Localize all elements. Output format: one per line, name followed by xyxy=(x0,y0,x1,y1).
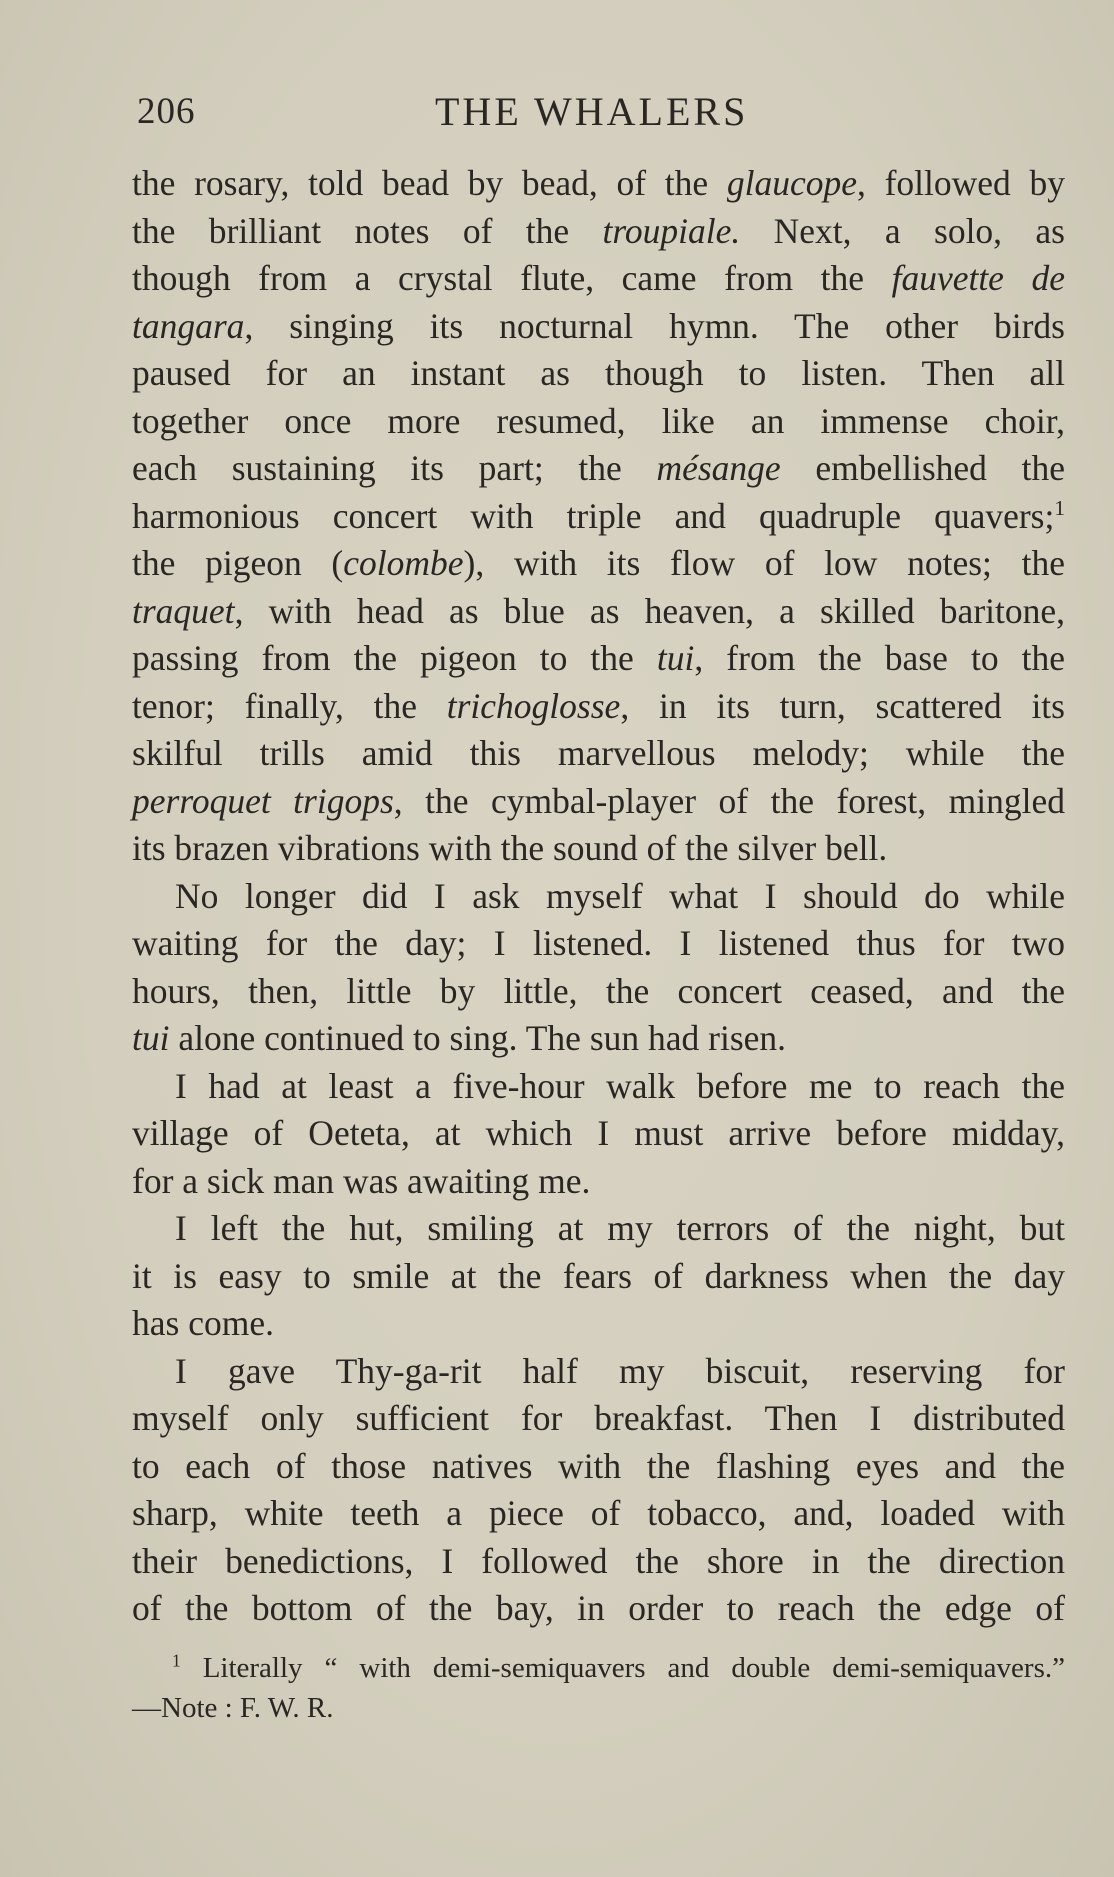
italic-term: mésange xyxy=(656,448,781,488)
body-text xyxy=(132,160,1065,1633)
text-line xyxy=(132,873,1065,921)
text-line xyxy=(132,635,1065,683)
text-run: for a sick man was awaiting me. xyxy=(132,1160,591,1201)
text-line xyxy=(132,825,1065,873)
text-run: embellished the xyxy=(780,448,1065,488)
italic-term: glaucope xyxy=(726,163,858,203)
text-run: each sustaining its part; the xyxy=(132,448,657,488)
text-line xyxy=(132,920,1065,968)
text-run: sharp, white teeth a piece of tobacco, and, loaded with xyxy=(132,1493,1065,1533)
text-run: , with head as blue as heaven, a skilled baritone, xyxy=(234,590,1065,631)
text-run: tenor; finally, the xyxy=(132,685,447,726)
footnote-line xyxy=(132,1648,1065,1688)
text-run: —Note : F. W. R. xyxy=(132,1692,334,1724)
text-line xyxy=(132,1063,1065,1111)
text-line xyxy=(132,1585,1065,1633)
text-line xyxy=(132,778,1065,826)
italic-term: troupiale. xyxy=(602,210,741,251)
text-line xyxy=(132,1300,1065,1348)
text-line xyxy=(132,1538,1065,1586)
text-run: , in its turn, scattered its xyxy=(620,685,1065,726)
text-line xyxy=(132,445,1065,493)
text-line xyxy=(132,588,1065,636)
text-run: passing from the pigeon to the xyxy=(132,638,657,678)
text-run: , the cymbal-player of the forest, mingled xyxy=(393,780,1066,821)
page-number: 206 xyxy=(137,91,196,132)
italic-term: colombe xyxy=(343,543,464,583)
footnote-marker: 1 xyxy=(1054,495,1065,520)
text-run: No longer did I ask myself what I should do while xyxy=(175,875,1065,916)
text-line xyxy=(132,303,1065,351)
text-line xyxy=(132,398,1065,446)
text-run: , from the base to the xyxy=(694,638,1065,678)
text-line xyxy=(132,1490,1065,1538)
text-run: myself only sufficient for breakfast. Then I distributed xyxy=(132,1398,1065,1438)
italic-term: tangara xyxy=(132,305,245,346)
text-run: village of Oeteta, at which I must arrive before midday, xyxy=(132,1113,1065,1153)
text-run: waiting for the day; I listened. I listened thus for two xyxy=(132,923,1065,963)
italic-term: tui xyxy=(656,638,695,678)
italic-term: fauvette de xyxy=(891,258,1065,298)
text-run: has come. xyxy=(132,1303,274,1343)
text-run: Next, a solo, as xyxy=(740,210,1065,251)
text-run: skilful trills amid this marvellous melody; while the xyxy=(132,733,1065,773)
text-line xyxy=(132,730,1065,778)
text-line xyxy=(132,1395,1065,1443)
italic-term: trichoglosse xyxy=(446,685,621,726)
text-run: paused for an instant as though to listen. Then all xyxy=(132,353,1065,393)
italic-term: perroquet trigops xyxy=(132,780,394,821)
text-run: , followed by xyxy=(857,163,1065,203)
text-line xyxy=(132,1443,1065,1491)
text-run: its brazen vibrations with the sound of the silver bell. xyxy=(132,828,888,868)
text-line xyxy=(132,208,1065,256)
footnote xyxy=(132,1648,1065,1728)
text-run: though from a crystal flute, came from the xyxy=(132,258,892,298)
text-line xyxy=(132,1253,1065,1301)
page-header xyxy=(132,84,1065,140)
italic-term: tui xyxy=(132,1018,170,1058)
text-run: Literally “ with demi-semiquavers and double demi-semiquavers.” xyxy=(180,1652,1065,1684)
text-line xyxy=(132,968,1065,1016)
text-run: it is easy to smile at the fears of darkness when the day xyxy=(132,1255,1065,1296)
text-line xyxy=(132,160,1065,208)
text-run: I left the hut, smiling at my terrors of the night, but xyxy=(175,1208,1065,1248)
text-run: the pigeon ( xyxy=(132,543,344,583)
text-run: to each of those natives with the flashing eyes and the xyxy=(132,1445,1065,1486)
text-run: I had at least a five-hour walk before me to reach the xyxy=(175,1065,1065,1106)
text-run: harmonious concert with triple and quadruple quavers; xyxy=(132,495,1055,536)
text-run: ), with its flow of low notes; the xyxy=(463,543,1065,583)
text-line xyxy=(132,350,1065,398)
text-run: the rosary, told bead by bead, of the xyxy=(132,163,727,203)
text-line xyxy=(132,1205,1065,1253)
text-run: their benedictions, I followed the shore in the direction xyxy=(132,1540,1065,1581)
footnote-marker: 1 xyxy=(172,1650,181,1671)
text-run: alone continued to sing. The sun had risen. xyxy=(169,1018,787,1058)
text-line xyxy=(132,255,1065,303)
text-line xyxy=(132,493,1065,541)
text-run: hours, then, little by little, the concert ceased, and the xyxy=(132,970,1065,1011)
text-run: of the bottom of the bay, in order to reach the edge of xyxy=(132,1588,1065,1628)
text-run: I gave Thy-ga-rit half my biscuit, reserving for xyxy=(175,1350,1065,1391)
text-run: together once more resumed, like an immense choir, xyxy=(132,400,1065,441)
text-line xyxy=(132,540,1065,588)
text-line xyxy=(132,1348,1065,1396)
running-head: THE WHALERS xyxy=(435,89,749,134)
text-line xyxy=(132,1015,1065,1063)
text-line xyxy=(132,1158,1065,1206)
italic-term: traquet xyxy=(132,590,235,631)
text-run: , singing its nocturnal hymn. The other birds xyxy=(244,305,1065,346)
text-line xyxy=(132,683,1065,731)
text-line xyxy=(132,1110,1065,1158)
text-run: the brilliant notes of the xyxy=(132,210,603,251)
footnote-line xyxy=(132,1688,1065,1728)
